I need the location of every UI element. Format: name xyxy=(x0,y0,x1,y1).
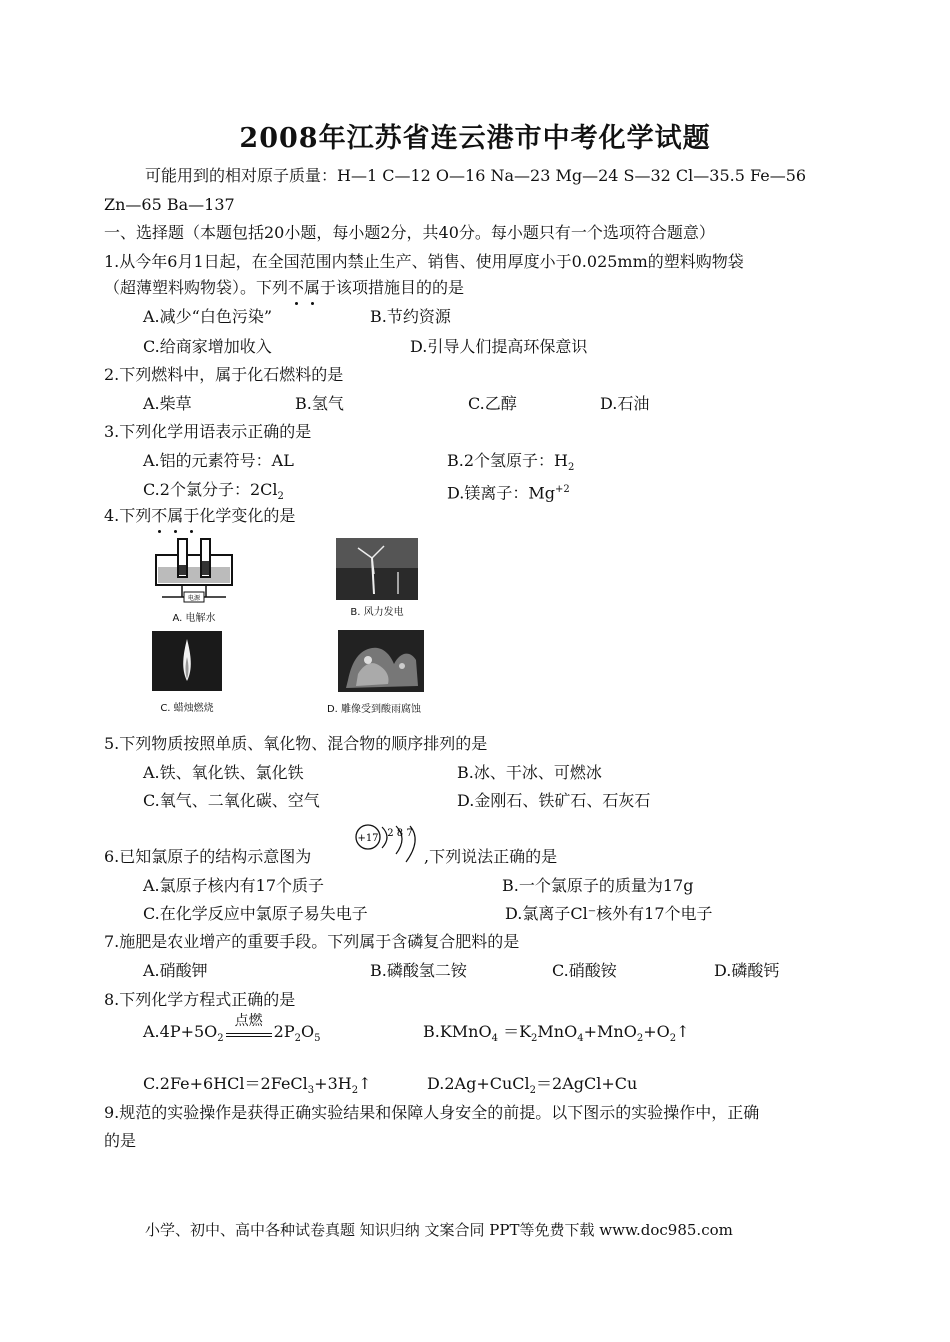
q8-option-c: $C.2Fe+6HCl=2FeCl_3+3H_2↑$ xyxy=(143,1074,372,1097)
statue-photo-icon xyxy=(338,630,424,692)
q8-option-b: B.KMnO$_4$ $=K_2MnO_4+MnO_2+O_2↑$ xyxy=(423,1022,690,1045)
power-label: 电源 xyxy=(187,595,201,602)
q2-option-d: D.石油 xyxy=(600,394,650,413)
q3-option-c: C.2个氯分子：$2Cl_2$ xyxy=(143,480,284,503)
q3-stem: 3.下列化学用语表示正确的是 xyxy=(104,422,312,441)
q1-stem-line-2: （超薄塑料购物袋）。下列不属于该项措施目的的是 xyxy=(104,278,465,297)
q6-option-d: D.氯离子Cl⁻核外有17个电子 xyxy=(505,904,713,923)
caption-d: D. 雕像受到酸雨腐蚀 xyxy=(326,704,422,715)
reaction-condition: 点燃 xyxy=(226,1024,272,1037)
q7-stem: 7.施肥是农业增产的重要手段。下列属于含磷复合肥料的是 xyxy=(104,932,520,951)
q1-option-b: B.节约资源 xyxy=(370,307,451,326)
q2-option-c: C.乙醇 xyxy=(468,394,517,413)
q3-option-a: A.铝的元素符号：AL xyxy=(143,451,294,470)
wind-turbine-icon xyxy=(336,538,418,600)
figure-electrolysis xyxy=(148,535,240,624)
emphasis-char: 不 xyxy=(288,278,305,297)
q6-option-a: A.氯原子核内有17个质子 xyxy=(143,876,325,895)
figure-statue xyxy=(318,630,430,715)
caption-b: B. 风力发电 xyxy=(350,607,404,618)
q1-stem-line-1: 1.从今年6月1日起，在全国范围内禁止生产、销售、使用厚度小于0.025mm的塑料购物袋 xyxy=(104,252,744,271)
intro-line-1: 可能用到的相对原子质量：H—1 C—12 O—16 Na—23 Mg—24 S—32 Cl—35.5 Fe—56 xyxy=(145,166,807,185)
q9-stem-line-2: 的是 xyxy=(104,1131,137,1150)
gas-arrow: ↑ xyxy=(358,1074,372,1093)
q8-option-d: D.2Ag+CuCl$_2$＝2AgCl+Cu xyxy=(427,1074,638,1097)
wind-turbine-photo xyxy=(336,538,418,600)
q6-option-c: C.在化学反应中氯原子易失电子 xyxy=(143,904,368,923)
nucleus-label: +17 xyxy=(357,833,379,844)
q6-stem-post: ,下列说法正确的是 xyxy=(424,847,558,866)
figure-candle xyxy=(152,631,222,714)
q6-option-b: B.一个氯原子的质量为17g xyxy=(502,876,694,895)
emphasis-char: 属 xyxy=(304,278,321,297)
q2-option-a: A.柴草 xyxy=(143,394,192,413)
page-footer: 小学、初中、高中各种试卷真题 知识归纳 文案合同 PPT等免费下载 www.doc985.com xyxy=(145,1221,733,1239)
q6-stem-pre: 6.已知氯原子的结构示意图为 xyxy=(104,847,312,866)
q5-option-a: A.铁、氧化铁、氯化铁 xyxy=(143,763,304,782)
gas-arrow: ↑ xyxy=(676,1022,690,1041)
emphasis-char: 于 xyxy=(183,506,200,525)
q1-option-d: D.引导人们提高环保意识 xyxy=(410,337,588,356)
q3-option-d: D.镁离子：$Mg^{+2}$ xyxy=(447,483,570,503)
q7-option-c: C.硝酸铵 xyxy=(552,961,617,980)
chlorine-atom-diagram xyxy=(352,824,424,866)
q9-stem-line-1: 9.规范的实验操作是获得正确实验结果和保障人身安全的前提。以下图示的实验操作中，正确 xyxy=(104,1103,760,1122)
caption-c: C. 蜡烛燃烧 xyxy=(160,703,214,714)
q5-stem: 5.下列物质按照单质、氧化物、混合物的顺序排列的是 xyxy=(104,734,488,753)
q8-option-a: $A.4P+5O_2$ 点燃 $2P_2O_5$ xyxy=(143,1013,321,1045)
shell-electrons: 2 8 7 xyxy=(387,828,413,839)
q8-stem: 8.下列化学方程式正确的是 xyxy=(104,990,296,1009)
figure-wind-power xyxy=(336,538,418,618)
q5-option-d: D.金刚石、铁矿石、石灰石 xyxy=(457,791,651,810)
page-title: 2008年江苏省连云港市中考化学试题 xyxy=(239,123,711,154)
q5-option-b: B.冰、干冰、可燃冰 xyxy=(457,763,602,782)
q5-option-c: C.氧气、二氧化碳、空气 xyxy=(143,791,320,810)
emphasis-char: 不 xyxy=(151,506,168,525)
caption-a: A. 电解水 xyxy=(172,613,216,624)
candle-flame-icon xyxy=(152,631,222,691)
q7-option-b: B.磷酸氢二铵 xyxy=(370,961,467,980)
emphasis-char: 属 xyxy=(167,506,184,525)
q1-option-c: C.给商家增加收入 xyxy=(143,337,272,356)
section-heading: 一、选择题（本题包括20小题，每小题2分，共40分。每小题只有一个选项符合题意） xyxy=(104,223,715,242)
atom-structure-icon xyxy=(352,824,424,866)
intro-line-2: Zn—65 Ba—137 xyxy=(104,195,235,214)
q2-option-b: B.氢气 xyxy=(295,394,344,413)
q2-stem: 2.下列燃料中，属于化石燃料的是 xyxy=(104,365,344,384)
q1-option-a: A.减少“白色污染” xyxy=(143,307,273,326)
q7-option-d: D.磷酸钙 xyxy=(714,961,780,980)
q3-option-b: B.2个氢原子：$H_2$ xyxy=(447,451,575,474)
q4-stem: 4.下列不属于化学变化的是 xyxy=(104,506,296,525)
electrolysis-apparatus-icon xyxy=(148,535,240,605)
q7-option-a: A.硝酸钾 xyxy=(143,961,208,980)
